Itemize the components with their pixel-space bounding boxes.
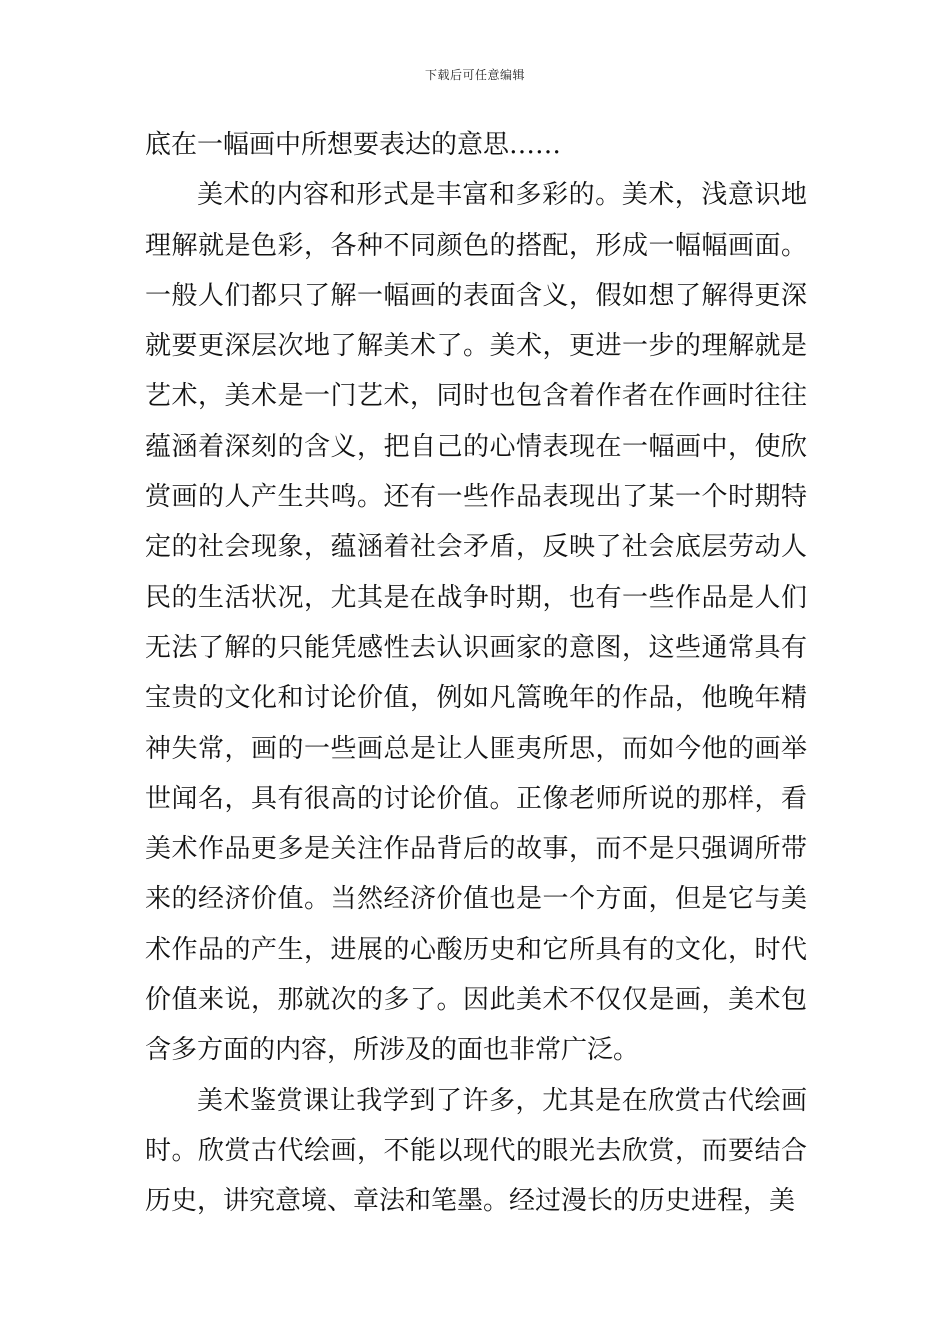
body-text [145,120,807,1227]
paragraph-continuation: 底在一幅画中所想要表达的意思…… [145,130,562,160]
page-header: 下载后可任意编辑 [424,68,525,82]
paragraph-art-content: 美术的内容和形式是丰富和多彩的。美术，浅意识地理解就是色彩，各种不同颜色的搭配，形成一幅幅画面。一般人们都只了解一幅画的表面含义，假如想了解得更深就要更深层次地了解美术了。美术，更进一步的理解就是艺术，美术是一门艺术，同时也包含着作者在作画时往往蕴涵着深刻的含义，把自己的心情表现在一幅画中，使欣赏画的人产生共鸣。还有一些作品表现出了某一个时期特定的社会现象，蕴涵着社会矛盾，反映了社会底层劳动人民的生活状况，尤其是在战争时期，也有一些作品是人们无法了解的只能凭感性去认识画家的意图，这些通常具有宝贵的文化和讨论价值，例如凡篙晚年的作品，他晚年精神失常，画的一些画总是让人匪夷所思，而如今他的画举世闻名，具有很高的讨论价值。正像老师所说的那样，看美术作品更多是关注作品背后的故事，而不是只强调所带来的经济价值。当然经济价值也是一个方面，但是它与美术作品的产生，进展的心酸历史和它所具有的文化，时代价值来说，那就次的多了。因此美术不仅仅是画，美术包含多方面的内容，所涉及的面也非常广泛。 [145,180,807,1066]
paragraph-appreciation-course: 美术鉴赏课让我学到了许多，尤其是在欣赏古代绘画时。欣赏古代绘画，不能以现代的眼光去欣赏，而要结合历史，讲究意境、章法和笔墨。经过漫长的历史进程，美 [145,1085,807,1217]
